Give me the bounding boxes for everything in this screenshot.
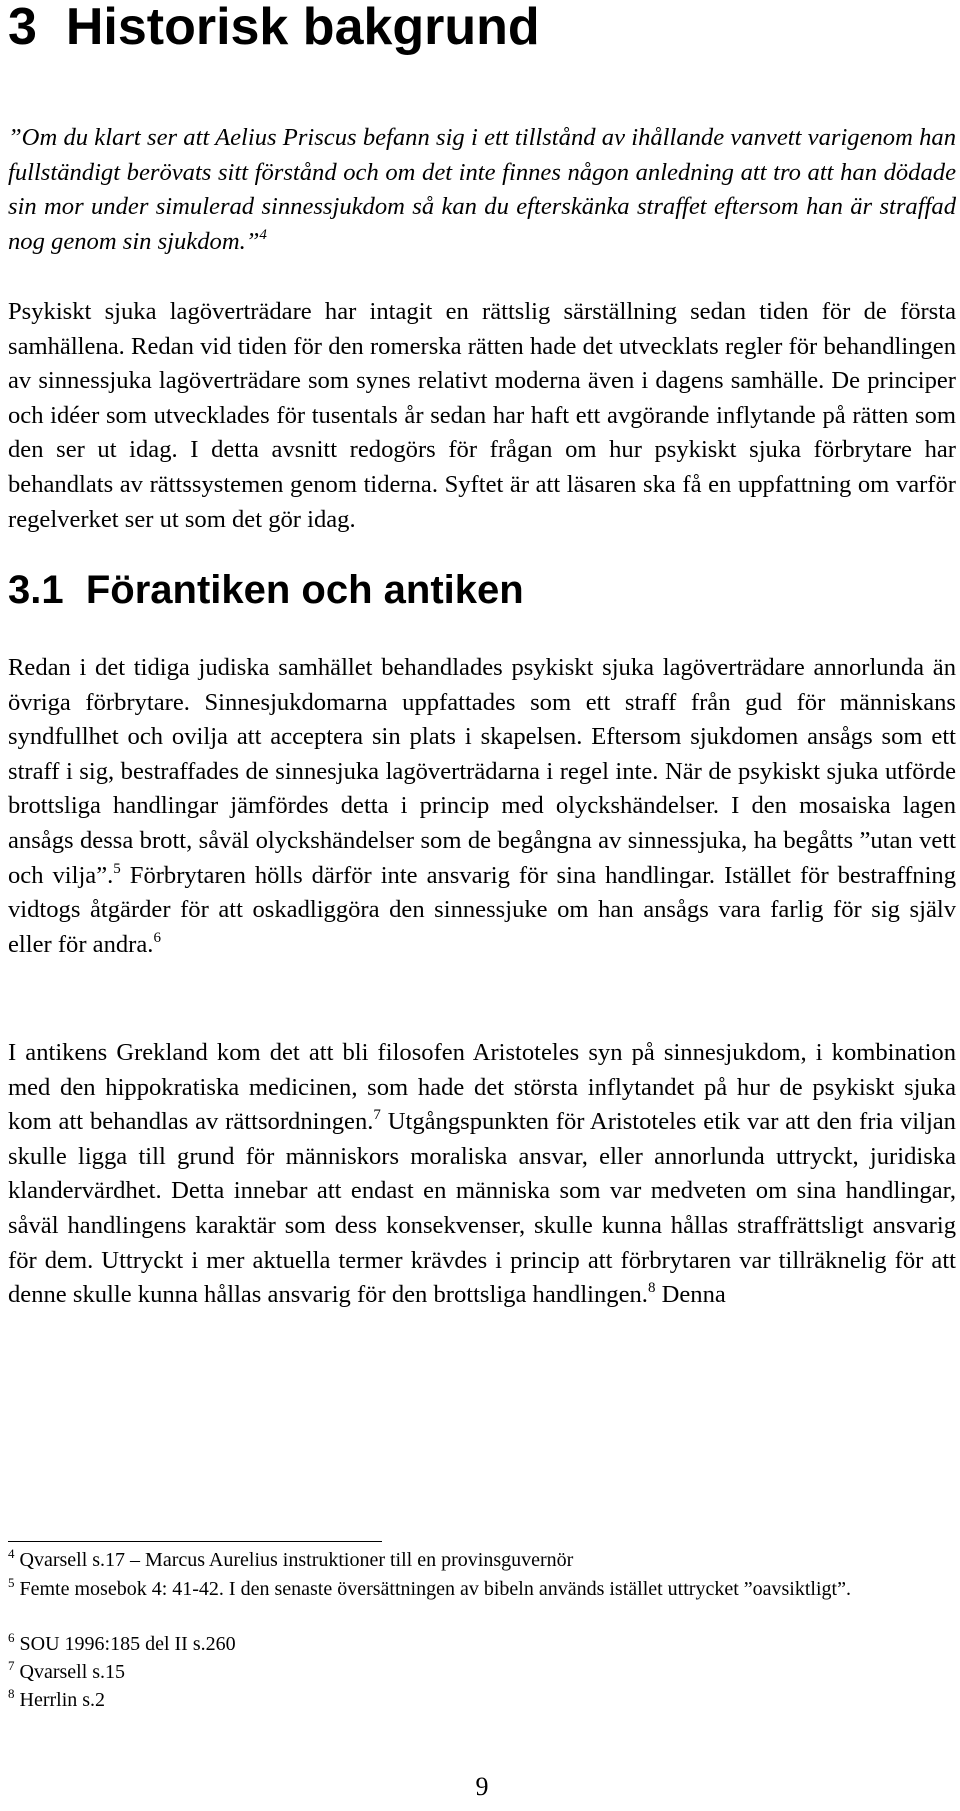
greek-paragraph [8, 1036, 956, 1313]
chapter-heading [8, 0, 540, 56]
footnote-text: Qvarsell s.15 [14, 1661, 126, 1683]
chapter-title: Historisk bakgrund [65, 0, 540, 56]
section-heading [8, 567, 524, 613]
footnote-ref-6[interactable]: 6 [153, 929, 161, 946]
footnote-4 [8, 1548, 956, 1574]
footnote-text: SOU 1996:185 del II s.260 [14, 1633, 236, 1655]
footnote-text: Femte mosebok 4: 41-42. I den senaste översättningen av bibeln används istället uttrycket ”oavsiktligt”. [14, 1578, 851, 1600]
footnote-ref-4[interactable]: 4 [259, 226, 267, 243]
chapter-number: 3 [8, 0, 37, 56]
footnote-ref-7[interactable]: 7 [373, 1107, 381, 1124]
page-number: 9 [475, 1772, 489, 1801]
paragraph-text: I antikens Grekland kom det att bli filosofen Aristoteles syn på sinnesjukdom, i kombination med den hippokratiska medicinen, som hade det största inflytandet på hur de psykiskt sjuka kom att behandlas av rättsordningen. [8, 1039, 956, 1136]
section-title: Förantiken och antiken [85, 568, 524, 612]
footnote-number: 8 [8, 1686, 15, 1701]
section-number: 3.1 [8, 568, 64, 612]
paragraph-text: Denna [655, 1281, 726, 1309]
footnote-text: Qvarsell s.17 – Marcus Aurelius instruktioner till en provinsguvernör [14, 1549, 574, 1571]
intro-paragraph: Psykiskt sjuka lagöverträdare har intagit en rättslig särställning sedan tiden för de första samhällena. Redan vid tiden för den romerska rätten hade det utvecklats regler för behandlingen av sinnessjuka lagöverträdare som synes relativt moderna även i dagens samhälle. De principer och idéer som utvecklades för tusentals år sedan har haft ett avgörande inflytande på rätten som den ser ut idag. I detta avsnitt redogörs för frågan om hur psykiskt sjuka förbrytare har behandlats av rättssystemen genom tiderna. Syftet är att läsaren ska få en uppfattning om varför regelverket ser ut som det gör idag. [8, 298, 956, 533]
footnote-8 [8, 1688, 956, 1714]
quote-text: ”Om du klart ser att Aelius Priscus befann sig i ett tillstånd av ihållande vanvett varigenom han fullständigt berövats sitt förstånd och om det inte finnes någon anledning att tro att han dödade sin mor under simulerad sinnessjukdom så kan du efterskänka straffet eftersom han är straffad nog genom sin sjukdom.” [8, 124, 956, 255]
paragraph-text: Redan i det tidiga judiska samhället behandlades psykiskt sjuka lagöverträdare annorlunda än övriga förbrytare. Sinnesjukdomarna uppfattades som ett straff från gud för människans syndfullhet och ovilja att acceptera sin plats i skapelsen. Eftersom sjukdomen ansågs som ett straff i sig, bestraffades de sinnesjuka lagöverträdarna i regel inte. När de psykiskt sjuka utförde brottsliga handlingar jämfördes detta i princip med olyckshändelser. I den mosaiska lagen ansågs dessa brott, såväl olyckshändelser som de begångna av sinnessjuka, ha begåtts ”utan vett och vilja”. [8, 654, 956, 889]
footnote-number: 6 [8, 1630, 15, 1645]
epigraph-quote [8, 121, 956, 259]
paragraph-text: Utgångspunkten för Aristoteles etik var att den fria viljan skulle ligga till grund för människors moraliska ansvar, eller annorlunda uttryckt, juridiska klandervärdhet. Detta innebar att endast en människa som var medveten om sina handlingar, såväl handlingens karaktär som dess konsekvenser, skulle kunna hållas straffrättsligt ansvarig för dem. Uttryckt i mer aktuella termer krävdes i princip att förbrytaren var tillräknelig för att denne skulle kunna hållas ansvarig för den brottsliga handlingen. [8, 1108, 956, 1309]
footnote-number: 7 [8, 1658, 15, 1673]
footnote-6 [8, 1632, 956, 1658]
footnote-divider [8, 1541, 382, 1542]
footnote-5 [8, 1577, 956, 1603]
footnote-ref-8[interactable]: 8 [647, 1280, 656, 1297]
footnote-7 [8, 1660, 956, 1686]
footnote-number: 5 [8, 1575, 15, 1590]
footnote-number: 4 [8, 1546, 15, 1561]
paragraph-text: Förbrytaren hölls därför inte ansvarig för sina handlingar. Istället för bestraffning vidtogs åtgärder för att oskadliggöra den sinnessjuke om han ansågs vara farlig för sig själv eller för andra. [8, 861, 957, 958]
footnote-text: Herrlin s.2 [14, 1689, 106, 1711]
judaic-paragraph [8, 651, 956, 962]
footnote-ref-5[interactable]: 5 [113, 860, 121, 877]
